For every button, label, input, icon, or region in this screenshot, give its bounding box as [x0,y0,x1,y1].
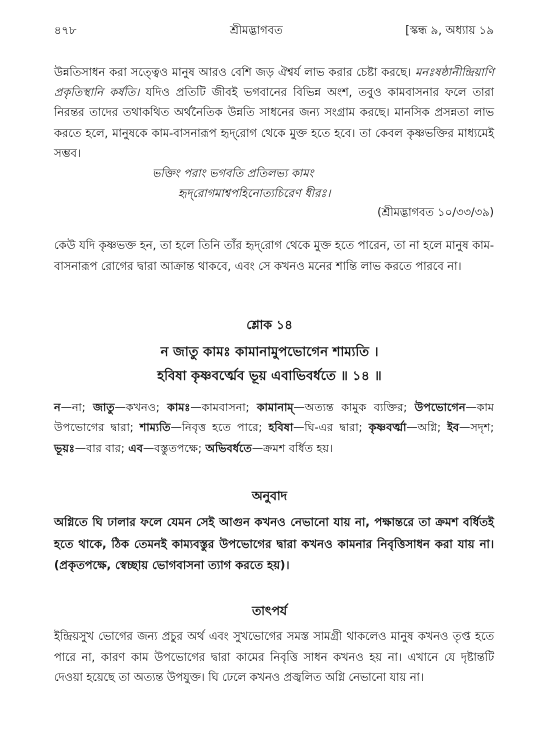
synonym-meaning: কখনও; [125,401,168,414]
verse-line-1: ন জাতু কামঃ কামানামুপভোগেন শাম্যতি । [160,345,379,360]
synonym-dash: — [142,441,155,455]
translation-heading: অনুবাদ [251,488,288,503]
running-header [54,22,494,40]
synonym-meaning: কাম উপভোগের দ্বারা; [54,401,494,435]
synonym-word: উপভোগেন [414,401,466,414]
synonym-dash: — [293,401,305,414]
synonym-word: এব [128,441,143,455]
purport-heading: তাৎপর্য [251,603,288,618]
synonym-meaning: সদৃশ; [470,421,494,435]
synonym-dash: — [459,421,471,435]
synonym-word: কামঃ [167,401,191,414]
synonym-dash: — [465,401,477,414]
synonym-dash: — [60,401,72,414]
intro-text-part2: যদিও প্রতিটি জীবই ভগবানের বিভিন্ন অংশ, তবুও কামবাসনার ফলে তারা নিরন্তর তাদের তথাকথিত অর্থনৈতিক উন্নতি সাধনের জন্য সংগ্রাম করছে। মানসিক প্রসন্নতা লাভ করতে হলে, মানুষকে কাম-বাসনারূপ হৃদ্‌রোগ থেকে মুক্ত হতে হবে। তা কেবল কৃষ্ণভক্তির মাধ্যমেই সম্ভব। [54,85,494,160]
synonym-word: জাতু [93,401,115,414]
sanskrit-quote-line-2: হৃদ্‌রোগমাশ্বপহিনোত্যচিরেণ ধীরঃ। [178,186,331,200]
synonym-dash: — [406,421,418,435]
sanskrit-quote-line-1: ভক্তিং পরাং ভগবতি প্রতিলভ্য কামং [152,166,314,180]
intro-paragraph [54,62,494,163]
synonym-word: ইব [447,421,460,435]
synonym-word: কামানাম্ [256,401,294,414]
word-synonyms [54,398,494,459]
body-paragraph: কেউ যদি কৃষ্ণভক্ত হন, তা হলে তিনি তাঁর হৃদ্‌রোগ থেকে মুক্ত হতে পারেন, তা না হলে মানুষ কাম-বাসনারূপ রোগের দ্বারা আক্রান্ত থাকবে, এবং সে কখনও মনের শান্তি লাভ করতে পারবে না। [54,238,494,273]
synonym-dash: — [114,401,126,414]
synonym-dash: — [74,441,87,455]
synonym-meaning: কামবাসনা; [201,401,257,414]
page-number: ৪৭৮ [54,23,77,37]
synonym-dash: — [170,421,182,435]
synonym-word: শাম্যতি [139,421,171,435]
synonym-dash: — [190,401,202,414]
synonym-word: ন [54,401,61,414]
book-title: শ্রীমদ্ভাগবত [230,23,283,37]
synonym-meaning: নিবৃত্ত হতে পারে; [181,421,269,435]
intro-italic-quote: মনঃষষ্ঠানীন্দ্রিয়াণি প্রকৃতিস্থানি কর্ষতি। [54,65,494,100]
canto-chapter-reference: [স্কন্ধ ৯, অধ্যায় ১৯ [405,23,494,37]
quote-reference: (শ্রীমদ্ভাগবত ১০/৩৩/৩৯) [377,205,494,219]
synonym-meaning: না; [71,401,93,414]
synonym-dash: — [251,441,264,455]
verse-line-2: হবিষা কৃষ্ণবর্ত্মেব ভূয় এবাভিবর্ধতে ॥ ১৪ ॥ [157,369,382,384]
synonym-word: অভিবর্ধতে [205,441,252,455]
synonym-meaning: অগ্নি; [417,421,448,435]
sloka-heading: শ্লোক ১৪ [246,317,293,332]
synonym-meaning: ঘি-এর দ্বারা; [304,421,369,435]
synonym-word: ভূয়ঃ [54,441,75,455]
synonym-word: হবিষা [268,421,294,435]
synonym-meaning: বস্তুতপক্ষে; [154,441,206,455]
synonym-dash: — [293,421,305,435]
synonym-meaning: বার বার; [86,441,129,455]
purport-text: ইন্দ্রিয়সুখ ভোগের জন্য প্রচুর অর্থ এবং সুখভোগের সমস্ত সামগ্রী থাকলেও মানুষ কখনও তৃপ্ত হতে পারে না, কারণ কাম উপভোগের দ্বারা কামের নিবৃত্তি সাধন কখনও হয় না। এখানে যে দৃষ্টান্তটি দেওয়া হয়েছে তা অত্যন্ত উপযুক্ত। ঘি ঢেলে কখনও প্রজ্বলিত অগ্নি নেভানো যায় না। [54,630,494,685]
synonym-meaning: অত্যন্ত কামুক ব্যক্তির; [304,401,415,414]
synonym-word: কৃষ্ণবর্ত্মা [368,421,407,435]
intro-text-part1: উন্নতিসাধন করা সত্ত্বেও মানুষ আরও বেশি জড় ঐশ্বর্য লাভ করার চেষ্টা করছে। [54,65,416,79]
synonym-meaning: ক্রমশ বর্ধিত হয়। [263,441,333,455]
translation-text: অগ্নিতে ঘি ঢালার ফলে যেমন সেই আগুন কখনও নেভানো যায় না, পক্ষান্তরে তা ক্রমশ বর্ধিতই হতে থাকে, ঠিক তেমনই কাম্যবস্তুর উপভোগের দ্বারা কখনও কামনার নিবৃত্তিসাধন করা যায় না। (প্রকৃতপক্ষে, স্বেচ্ছায় ভোগবাসনা ত্যাগ করতে হয়)। [54,515,494,573]
